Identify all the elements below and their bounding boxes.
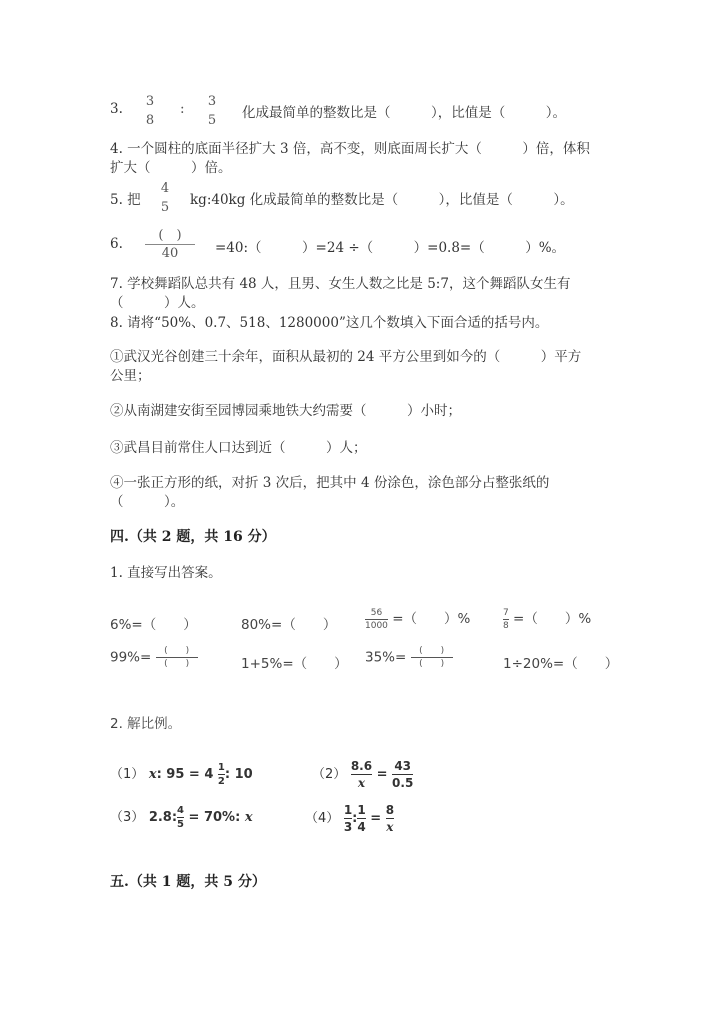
section-title: 四.（共 2 题，共 16 分） <box>110 529 276 545</box>
question-text: =40:（ ）=24 ÷（ ）=0.8=（ ）%。 <box>215 240 566 256</box>
fraction-3-5: 3 5 <box>207 94 217 128</box>
expr-35-percent: $35\%= \frac{( )}{( )}$ <box>365 646 453 669</box>
sub-item-1: ①武汉光谷创建三十余年，面积从最初的 24 平方公里到如今的（ ）平方 <box>110 349 582 365</box>
expr-56-1000: $\frac{56}{1000}$ =（ ）% <box>365 607 471 631</box>
question-text: 7. 学校舞蹈队总共有 48 人，且男、女生人数之比是 5:7，这个舞蹈队女生有 <box>110 276 571 292</box>
proportion-3: （3） $2.8:\frac{4}{5} = 70\%$: x <box>110 805 253 830</box>
fraction-43-0.5: $\frac{43}{0.5}$ <box>392 759 414 790</box>
sub-item-2: ②从南湖建安街至园博园乘地铁大约需要（ ）小时； <box>110 403 461 419</box>
sub-item-1-cont: 公里； <box>110 368 151 384</box>
expr-99-percent: $99\%= \frac{( )}{( )}$ <box>110 646 198 669</box>
fraction-blank: $\frac{( )}{( )}$ <box>156 646 198 669</box>
fraction-1-4: $\frac{1}{4}$ <box>357 803 366 834</box>
fraction-3-8: 3 8 <box>145 94 155 128</box>
fraction-8-x: $\frac{8}{x}$ <box>385 803 395 834</box>
proportion-4: $(4) \frac{1}{3}:\frac{1}{4} = \frac{8}{x}$ <box>305 803 395 834</box>
section-title: 五.（共 1 题，共 5 分） <box>110 874 266 890</box>
question-prefix: 5. 把 <box>110 192 141 208</box>
sub-question-title: 1. 直接写出答案。 <box>110 565 222 581</box>
proportion-2: $(2) \frac{8.6}{x} = \frac{43}{0.5}$ <box>312 759 414 790</box>
question-number: 3. <box>110 101 123 117</box>
fraction-blank: $\frac{( )}{( )}$ <box>411 646 453 669</box>
fraction-1-2: $\frac{1}{2}$ <box>217 762 225 787</box>
question-text: 化成最简单的整数比是（ ），比值是（ ）。 <box>242 105 566 121</box>
expr-6-percent: 6%=（ ） <box>110 617 197 633</box>
fraction-8.6-x: $\frac{8.6}{x}$ <box>350 759 373 790</box>
question-number: 6. <box>110 236 123 252</box>
expr-1-div-20-percent: 1÷20%=（ ） <box>503 656 619 672</box>
fraction-blank-40: ( ) 40 <box>145 228 195 261</box>
expr-80-percent: 80%=（ ） <box>241 617 337 633</box>
fraction-7-8: $\frac{7}{8}$ <box>503 607 509 631</box>
question-text-cont: 扩大（ ）倍。 <box>110 160 232 176</box>
fraction-1-3: $\frac{1}{3}$ <box>343 803 353 834</box>
proportion-1: （1） x: $95 = 4 \frac{1}{2}$: 10 <box>110 762 253 787</box>
sub-item-3: ③武昌目前常住人口达到近（ ）人； <box>110 440 367 456</box>
question-text-cont: （ ）人。 <box>110 295 205 311</box>
colon: : <box>180 101 185 117</box>
expr-1-plus-5-percent: 1+5%=（ ） <box>241 656 348 672</box>
question-text: 4. 一个圆柱的底面半径扩大 3 倍，高不变，则底面周长扩大（ ）倍，体积 <box>110 141 590 157</box>
sub-item-4-cont: （ ）。 <box>110 494 185 510</box>
question-intro: 8. 请将“50%、0.7、518、1280000”这几个数填入下面合适的括号内。 <box>110 315 549 331</box>
question-text: kg:40kg 化成最简单的整数比是（ ），比值是（ ）。 <box>190 192 574 208</box>
fraction-4-5: 4 5 <box>160 181 170 215</box>
fraction-56-1000: $\frac{56}{1000}$ <box>365 607 388 631</box>
sub-question-title: 2. 解比例。 <box>110 716 182 732</box>
expr-7-8: $\frac{7}{8}$ =（ ）% <box>503 607 592 631</box>
fraction-4-5: $\frac{4}{5}$ <box>177 805 185 830</box>
sub-item-4: ④一张正方形的纸，对折 3 次后，把其中 4 份涂色，涂色部分占整张纸的 <box>110 475 550 491</box>
